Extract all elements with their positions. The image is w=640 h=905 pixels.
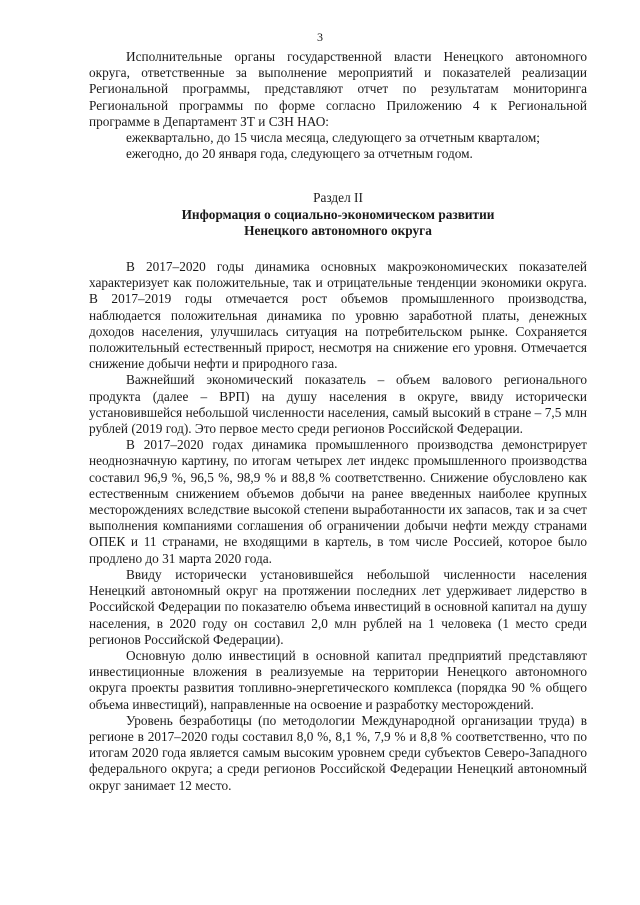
- body-paragraph: Важнейший экономический показатель – объем валового регионального продукта (далее – ВРП) на душу населения в округе, ввиду исторически установившейся небольшой численности населения, самый высокий в стране – 7,5 млн рублей (2019 год). Это первое место среди регионов Российской Федерации.: [89, 372, 587, 437]
- page-number: 3: [317, 30, 323, 44]
- intro-paragraph: Исполнительные органы государственной власти Ненецкого автономного округа, ответственные за выполнение мероприятий и показателей реализации Региональной программы, представляют отчет по результатам мониторинга Региональной программы по форме согласно Приложению 4 к Региональной программе в Департамент ЗТ и СЗН НАО:: [89, 49, 587, 129]
- section-title-line-2: Ненецкого автономного округа: [244, 222, 432, 238]
- body-paragraph: В 2017–2020 годы динамика основных макроэкономических показателей характеризует как положительные, так и отрицательные тенденции экономики округа. В 2017–2019 годы отмечается рост объемов промышленного производства, наблюдается положительная динамика по уровню заработной платы, денежных доходов населения, улучшилась ситуация на потребительском рынке. Сохраняется положительный естественный прирост, несмотря на снижение его уровня. Отмечается снижение добычи нефти и природного газа.: [89, 259, 587, 372]
- section-label: Раздел II: [313, 190, 363, 206]
- body-paragraph: Основную долю инвестиций в основной капитал предприятий представляют инвестиционные вложения в реализуемые на территории Ненецкого автономного округа проекты развития топливно-энергетического комплекса (порядка 90 % общего объема инвестиций), направленные на освоение и разработку месторождений.: [89, 647, 587, 712]
- section-heading: [89, 190, 587, 239]
- section-title-line-1: Информация о социально-экономическом развитии: [181, 206, 495, 222]
- intro-line-quarterly: ежеквартально, до 15 числа месяца, следующего за отчетным кварталом;: [126, 130, 540, 146]
- body-paragraph: Ввиду исторически установившейся небольшой численности населения Ненецкий автономный округ на протяжении последних лет удерживает лидерство в Российской Федерации по показателю объема инвестиций в основной капитал на душу населения, в 2020 году он составил 2,0 млн рублей на 1 человека (1 место среди регионов Российской Федерации).: [89, 566, 587, 647]
- document-body: [89, 49, 587, 794]
- intro-line-yearly: ежегодно, до 20 января года, следующего за отчетным годом.: [126, 146, 473, 162]
- body-paragraph: В 2017–2020 годах динамика промышленного производства демонстрирует неоднозначную картину, по итогам четырех лет индекс промышленного производства составил 96,9 %, 96,5 %, 98,9 % и 88,8 % соответственно. Снижение обусловлено как естественным снижением объемов добычи на ранее введенных наиболее крупных месторождениях вследствие высокой степени выработанности их запасов, так и за счет выполнения компаниями соглашения об ограничении добычи нефти между странами ОПЕК и 11 странами, не входящими в картель, в том числе Россией, которое было продлено до 31 марта 2020 года.: [89, 437, 587, 566]
- body-paragraph: Уровень безработицы (по методологии Международной организации труда) в регионе в 2017–2020 годы составил 8,0 %, 8,1 %, 7,9 % и 8,8 % соответственно, что по итогам 2020 года является самым высоким уровнем среди субъектов Северо-Западного федерального округа; а среди регионов Российской Федерации Ненецкий автономный округ занимает 12 место.: [89, 712, 587, 793]
- spacer: [89, 239, 587, 259]
